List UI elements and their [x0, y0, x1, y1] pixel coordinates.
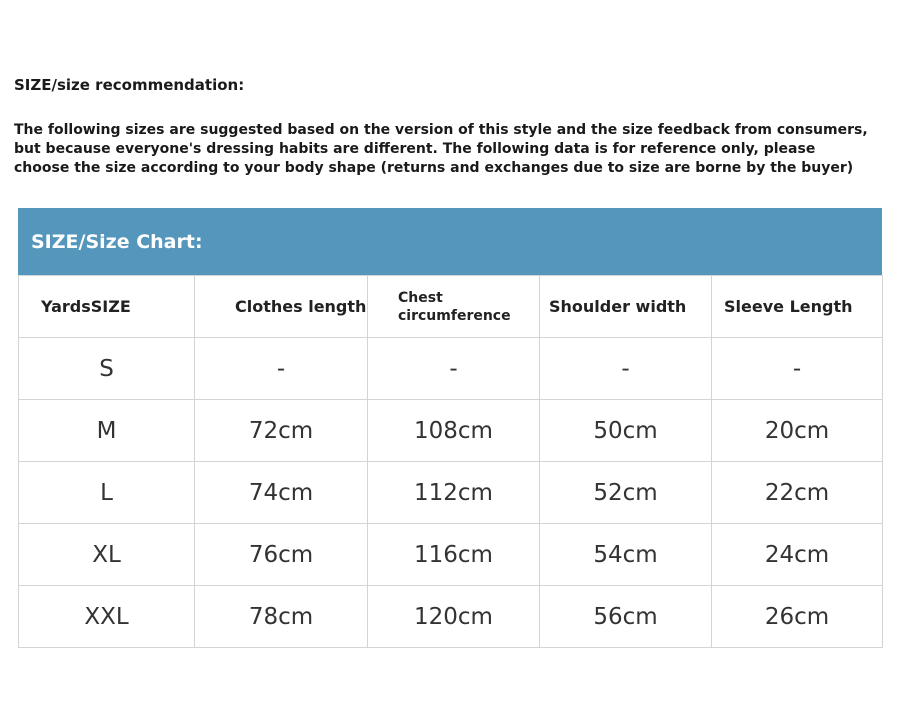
length-cell: 72cm — [195, 400, 368, 462]
sleeve-cell: 20cm — [712, 400, 883, 462]
intro-paragraph — [14, 121, 894, 178]
table-row — [19, 586, 883, 648]
size-cell: L — [19, 462, 195, 524]
length-cell: - — [195, 338, 368, 400]
sleeve-cell: 26cm — [712, 586, 883, 648]
size-cell: M — [19, 400, 195, 462]
chest-cell: 112cm — [368, 462, 540, 524]
table-row — [19, 400, 883, 462]
size-cell: XXL — [19, 586, 195, 648]
intro-line: but because everyone's dressing habits are different. The following data is for reference only, please — [14, 141, 816, 157]
size-chart — [18, 208, 882, 648]
column-header-chest: Chest circumference — [368, 276, 540, 338]
sleeve-cell: 22cm — [712, 462, 883, 524]
length-cell: 76cm — [195, 524, 368, 586]
column-header-sleeve: Sleeve Length — [712, 276, 883, 338]
shoulder-cell: - — [540, 338, 712, 400]
table-header-row — [19, 276, 883, 338]
section-heading: SIZE/size recommendation: — [14, 76, 245, 94]
length-cell: 78cm — [195, 586, 368, 648]
chest-cell: 116cm — [368, 524, 540, 586]
chest-cell: 120cm — [368, 586, 540, 648]
shoulder-cell: 50cm — [540, 400, 712, 462]
size-cell: S — [19, 338, 195, 400]
shoulder-cell: 56cm — [540, 586, 712, 648]
chest-cell: - — [368, 338, 540, 400]
chest-cell: 108cm — [368, 400, 540, 462]
table-row — [19, 462, 883, 524]
intro-line: The following sizes are suggested based on the version of this style and the size feedback from consumers, — [14, 122, 868, 138]
length-cell: 74cm — [195, 462, 368, 524]
size-table — [18, 275, 883, 648]
table-row — [19, 524, 883, 586]
sleeve-cell: - — [712, 338, 883, 400]
column-header-shoulder: Shoulder width — [540, 276, 712, 338]
intro-line: choose the size according to your body shape (returns and exchanges due to size are borne by the buyer) — [14, 160, 854, 176]
column-header-length: Clothes length — [195, 276, 368, 338]
sleeve-cell: 24cm — [712, 524, 883, 586]
table-row — [19, 338, 883, 400]
size-chart-title: SIZE/Size Chart: — [18, 208, 882, 275]
size-cell: XL — [19, 524, 195, 586]
shoulder-cell: 54cm — [540, 524, 712, 586]
column-header-size: YardsSIZE — [19, 276, 195, 338]
shoulder-cell: 52cm — [540, 462, 712, 524]
